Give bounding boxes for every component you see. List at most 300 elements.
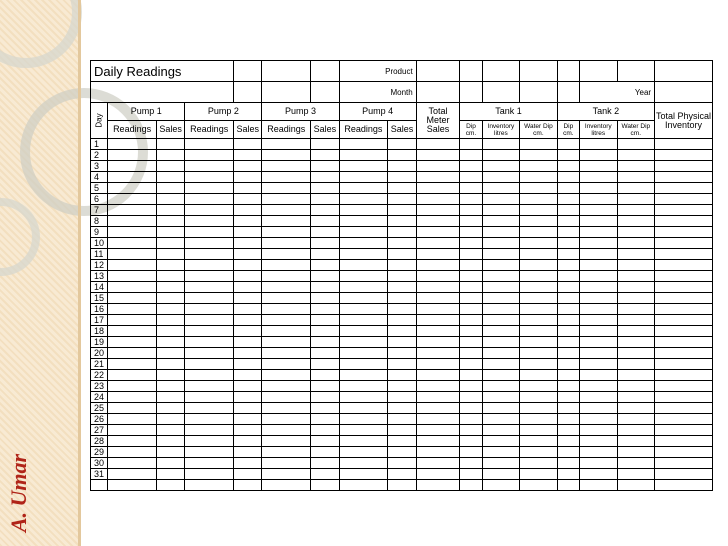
entry-cell[interactable]	[388, 249, 416, 260]
entry-cell[interactable]	[557, 304, 579, 315]
entry-cell[interactable]	[339, 293, 388, 304]
entry-cell[interactable]	[655, 139, 713, 150]
entry-cell[interactable]	[557, 238, 579, 249]
entry-cell[interactable]	[520, 183, 558, 194]
entry-cell[interactable]	[520, 315, 558, 326]
entry-cell[interactable]	[617, 458, 655, 469]
entry-cell[interactable]	[557, 414, 579, 425]
entry-cell[interactable]	[520, 469, 558, 480]
entry-cell[interactable]	[655, 436, 713, 447]
entry-cell[interactable]	[311, 172, 339, 183]
entry-cell[interactable]	[482, 370, 520, 381]
entry-cell[interactable]	[108, 249, 157, 260]
entry-cell[interactable]	[655, 381, 713, 392]
entry-cell[interactable]	[617, 260, 655, 271]
entry-cell[interactable]	[655, 238, 713, 249]
entry-cell[interactable]	[655, 447, 713, 458]
entry-cell[interactable]	[416, 436, 460, 447]
entry-cell[interactable]	[557, 249, 579, 260]
entry-cell[interactable]	[185, 326, 234, 337]
entry-cell[interactable]	[557, 381, 579, 392]
entry-cell[interactable]	[234, 381, 262, 392]
entry-cell[interactable]	[482, 205, 520, 216]
entry-cell[interactable]	[156, 403, 184, 414]
entry-cell[interactable]	[262, 238, 311, 249]
entry-cell[interactable]	[416, 282, 460, 293]
entry-cell[interactable]	[520, 392, 558, 403]
entry-cell[interactable]	[520, 205, 558, 216]
entry-cell[interactable]	[339, 458, 388, 469]
entry-cell[interactable]	[460, 381, 482, 392]
entry-cell[interactable]	[262, 447, 311, 458]
entry-cell[interactable]	[311, 139, 339, 150]
entry-cell[interactable]	[617, 315, 655, 326]
entry-cell[interactable]	[339, 326, 388, 337]
entry-cell[interactable]	[557, 403, 579, 414]
entry-cell[interactable]	[388, 304, 416, 315]
entry-cell[interactable]	[262, 370, 311, 381]
entry-cell[interactable]	[655, 249, 713, 260]
entry-cell[interactable]	[108, 172, 157, 183]
entry-cell[interactable]	[617, 172, 655, 183]
entry-cell[interactable]	[557, 216, 579, 227]
entry-cell[interactable]	[311, 337, 339, 348]
entry-cell[interactable]	[617, 370, 655, 381]
entry-cell[interactable]	[655, 271, 713, 282]
entry-cell[interactable]	[557, 150, 579, 161]
entry-cell[interactable]	[388, 293, 416, 304]
entry-cell[interactable]	[339, 304, 388, 315]
entry-cell[interactable]	[520, 348, 558, 359]
entry-cell[interactable]	[234, 271, 262, 282]
entry-cell[interactable]	[234, 194, 262, 205]
entry-cell[interactable]	[108, 458, 157, 469]
entry-cell[interactable]	[460, 216, 482, 227]
entry-cell[interactable]	[482, 348, 520, 359]
entry-cell[interactable]	[185, 469, 234, 480]
entry-cell[interactable]	[185, 359, 234, 370]
entry-cell[interactable]	[580, 139, 618, 150]
entry-cell[interactable]	[557, 392, 579, 403]
entry-cell[interactable]	[655, 172, 713, 183]
entry-cell[interactable]	[482, 436, 520, 447]
entry-cell[interactable]	[262, 304, 311, 315]
entry-cell[interactable]	[416, 392, 460, 403]
entry-cell[interactable]	[185, 337, 234, 348]
entry-cell[interactable]	[416, 315, 460, 326]
entry-cell[interactable]	[655, 392, 713, 403]
product-field[interactable]	[416, 61, 460, 82]
entry-cell[interactable]	[388, 194, 416, 205]
entry-cell[interactable]	[311, 293, 339, 304]
entry-cell[interactable]	[108, 293, 157, 304]
entry-cell[interactable]	[108, 205, 157, 216]
entry-cell[interactable]	[339, 227, 388, 238]
entry-cell[interactable]	[580, 326, 618, 337]
entry-cell[interactable]	[520, 304, 558, 315]
entry-cell[interactable]	[185, 293, 234, 304]
entry-cell[interactable]	[460, 150, 482, 161]
entry-cell[interactable]	[185, 216, 234, 227]
entry-cell[interactable]	[311, 381, 339, 392]
entry-cell[interactable]	[388, 348, 416, 359]
entry-cell[interactable]	[460, 469, 482, 480]
entry-cell[interactable]	[185, 139, 234, 150]
entry-cell[interactable]	[156, 205, 184, 216]
entry-cell[interactable]	[388, 359, 416, 370]
entry-cell[interactable]	[339, 238, 388, 249]
entry-cell[interactable]	[416, 480, 460, 491]
entry-cell[interactable]	[234, 447, 262, 458]
entry-cell[interactable]	[482, 414, 520, 425]
entry-cell[interactable]	[108, 480, 157, 491]
entry-cell[interactable]	[520, 337, 558, 348]
entry-cell[interactable]	[482, 227, 520, 238]
entry-cell[interactable]	[557, 315, 579, 326]
entry-cell[interactable]	[557, 293, 579, 304]
entry-cell[interactable]	[580, 315, 618, 326]
entry-cell[interactable]	[262, 205, 311, 216]
entry-cell[interactable]	[156, 392, 184, 403]
entry-cell[interactable]	[185, 249, 234, 260]
entry-cell[interactable]	[580, 260, 618, 271]
entry-cell[interactable]	[108, 337, 157, 348]
entry-cell[interactable]	[388, 326, 416, 337]
entry-cell[interactable]	[311, 392, 339, 403]
entry-cell[interactable]	[185, 392, 234, 403]
entry-cell[interactable]	[108, 271, 157, 282]
entry-cell[interactable]	[311, 458, 339, 469]
entry-cell[interactable]	[234, 370, 262, 381]
entry-cell[interactable]	[416, 304, 460, 315]
entry-cell[interactable]	[520, 282, 558, 293]
entry-cell[interactable]	[339, 381, 388, 392]
entry-cell[interactable]	[617, 227, 655, 238]
entry-cell[interactable]	[388, 381, 416, 392]
entry-cell[interactable]	[580, 381, 618, 392]
entry-cell[interactable]	[311, 480, 339, 491]
entry-cell[interactable]	[234, 183, 262, 194]
entry-cell[interactable]	[339, 150, 388, 161]
entry-cell[interactable]	[339, 139, 388, 150]
entry-cell[interactable]	[482, 447, 520, 458]
entry-cell[interactable]	[234, 414, 262, 425]
entry-cell[interactable]	[388, 414, 416, 425]
entry-cell[interactable]	[311, 403, 339, 414]
entry-cell[interactable]	[156, 293, 184, 304]
entry-cell[interactable]	[416, 425, 460, 436]
entry-cell[interactable]	[388, 183, 416, 194]
entry-cell[interactable]	[156, 172, 184, 183]
entry-cell[interactable]	[617, 359, 655, 370]
entry-cell[interactable]	[388, 216, 416, 227]
entry-cell[interactable]	[156, 216, 184, 227]
entry-cell[interactable]	[416, 326, 460, 337]
entry-cell[interactable]	[617, 348, 655, 359]
entry-cell[interactable]	[108, 414, 157, 425]
entry-cell[interactable]	[580, 183, 618, 194]
entry-cell[interactable]	[108, 326, 157, 337]
entry-cell[interactable]	[557, 370, 579, 381]
entry-cell[interactable]	[520, 447, 558, 458]
entry-cell[interactable]	[617, 436, 655, 447]
entry-cell[interactable]	[388, 480, 416, 491]
entry-cell[interactable]	[234, 161, 262, 172]
entry-cell[interactable]	[416, 447, 460, 458]
entry-cell[interactable]	[156, 194, 184, 205]
entry-cell[interactable]	[339, 216, 388, 227]
entry-cell[interactable]	[234, 260, 262, 271]
entry-cell[interactable]	[234, 293, 262, 304]
entry-cell[interactable]	[91, 480, 108, 491]
entry-cell[interactable]	[262, 216, 311, 227]
entry-cell[interactable]	[262, 414, 311, 425]
entry-cell[interactable]	[108, 469, 157, 480]
entry-cell[interactable]	[388, 447, 416, 458]
entry-cell[interactable]	[185, 425, 234, 436]
entry-cell[interactable]	[339, 414, 388, 425]
entry-cell[interactable]	[156, 326, 184, 337]
entry-cell[interactable]	[311, 326, 339, 337]
entry-cell[interactable]	[311, 271, 339, 282]
entry-cell[interactable]	[416, 249, 460, 260]
entry-cell[interactable]	[156, 227, 184, 238]
entry-cell[interactable]	[311, 370, 339, 381]
entry-cell[interactable]	[460, 238, 482, 249]
entry-cell[interactable]	[557, 161, 579, 172]
entry-cell[interactable]	[156, 304, 184, 315]
entry-cell[interactable]	[339, 337, 388, 348]
entry-cell[interactable]	[557, 469, 579, 480]
entry-cell[interactable]	[262, 293, 311, 304]
entry-cell[interactable]	[557, 260, 579, 271]
entry-cell[interactable]	[311, 315, 339, 326]
entry-cell[interactable]	[655, 337, 713, 348]
entry-cell[interactable]	[520, 381, 558, 392]
entry-cell[interactable]	[617, 282, 655, 293]
entry-cell[interactable]	[655, 150, 713, 161]
entry-cell[interactable]	[520, 425, 558, 436]
entry-cell[interactable]	[416, 139, 460, 150]
entry-cell[interactable]	[234, 348, 262, 359]
entry-cell[interactable]	[262, 139, 311, 150]
entry-cell[interactable]	[311, 414, 339, 425]
entry-cell[interactable]	[311, 348, 339, 359]
entry-cell[interactable]	[460, 293, 482, 304]
entry-cell[interactable]	[185, 447, 234, 458]
entry-cell[interactable]	[416, 161, 460, 172]
entry-cell[interactable]	[460, 282, 482, 293]
entry-cell[interactable]	[416, 370, 460, 381]
entry-cell[interactable]	[339, 249, 388, 260]
entry-cell[interactable]	[416, 260, 460, 271]
entry-cell[interactable]	[482, 469, 520, 480]
entry-cell[interactable]	[580, 370, 618, 381]
entry-cell[interactable]	[185, 161, 234, 172]
entry-cell[interactable]	[580, 348, 618, 359]
entry-cell[interactable]	[311, 282, 339, 293]
entry-cell[interactable]	[262, 436, 311, 447]
entry-cell[interactable]	[580, 447, 618, 458]
entry-cell[interactable]	[580, 403, 618, 414]
entry-cell[interactable]	[108, 392, 157, 403]
entry-cell[interactable]	[460, 392, 482, 403]
entry-cell[interactable]	[311, 238, 339, 249]
entry-cell[interactable]	[262, 183, 311, 194]
entry-cell[interactable]	[520, 403, 558, 414]
entry-cell[interactable]	[482, 304, 520, 315]
entry-cell[interactable]	[339, 403, 388, 414]
entry-cell[interactable]	[482, 282, 520, 293]
entry-cell[interactable]	[416, 216, 460, 227]
entry-cell[interactable]	[655, 183, 713, 194]
entry-cell[interactable]	[580, 161, 618, 172]
entry-cell[interactable]	[156, 139, 184, 150]
entry-cell[interactable]	[416, 293, 460, 304]
entry-cell[interactable]	[108, 216, 157, 227]
entry-cell[interactable]	[156, 271, 184, 282]
entry-cell[interactable]	[416, 337, 460, 348]
entry-cell[interactable]	[617, 238, 655, 249]
entry-cell[interactable]	[520, 238, 558, 249]
entry-cell[interactable]	[460, 260, 482, 271]
entry-cell[interactable]	[339, 425, 388, 436]
entry-cell[interactable]	[617, 150, 655, 161]
entry-cell[interactable]	[482, 425, 520, 436]
entry-cell[interactable]	[580, 425, 618, 436]
entry-cell[interactable]	[617, 194, 655, 205]
entry-cell[interactable]	[416, 227, 460, 238]
entry-cell[interactable]	[234, 172, 262, 183]
entry-cell[interactable]	[460, 359, 482, 370]
entry-cell[interactable]	[108, 260, 157, 271]
entry-cell[interactable]	[185, 260, 234, 271]
entry-cell[interactable]	[311, 425, 339, 436]
entry-cell[interactable]	[108, 150, 157, 161]
entry-cell[interactable]	[416, 348, 460, 359]
entry-cell[interactable]	[460, 183, 482, 194]
entry-cell[interactable]	[520, 458, 558, 469]
entry-cell[interactable]	[655, 194, 713, 205]
entry-cell[interactable]	[108, 370, 157, 381]
entry-cell[interactable]	[234, 315, 262, 326]
entry-cell[interactable]	[339, 469, 388, 480]
entry-cell[interactable]	[262, 249, 311, 260]
entry-cell[interactable]	[156, 381, 184, 392]
entry-cell[interactable]	[234, 403, 262, 414]
entry-cell[interactable]	[156, 260, 184, 271]
entry-cell[interactable]	[416, 403, 460, 414]
entry-cell[interactable]	[156, 238, 184, 249]
entry-cell[interactable]	[108, 161, 157, 172]
entry-cell[interactable]	[388, 436, 416, 447]
entry-cell[interactable]	[655, 260, 713, 271]
entry-cell[interactable]	[262, 359, 311, 370]
entry-cell[interactable]	[388, 370, 416, 381]
entry-cell[interactable]	[617, 425, 655, 436]
entry-cell[interactable]	[557, 348, 579, 359]
entry-cell[interactable]	[234, 304, 262, 315]
entry-cell[interactable]	[460, 480, 482, 491]
entry-cell[interactable]	[617, 293, 655, 304]
entry-cell[interactable]	[460, 326, 482, 337]
entry-cell[interactable]	[339, 370, 388, 381]
entry-cell[interactable]	[482, 161, 520, 172]
entry-cell[interactable]	[482, 359, 520, 370]
entry-cell[interactable]	[156, 150, 184, 161]
entry-cell[interactable]	[108, 381, 157, 392]
entry-cell[interactable]	[460, 447, 482, 458]
entry-cell[interactable]	[388, 238, 416, 249]
entry-cell[interactable]	[482, 172, 520, 183]
entry-cell[interactable]	[416, 414, 460, 425]
entry-cell[interactable]	[655, 227, 713, 238]
entry-cell[interactable]	[262, 271, 311, 282]
entry-cell[interactable]	[580, 293, 618, 304]
entry-cell[interactable]	[580, 469, 618, 480]
entry-cell[interactable]	[108, 447, 157, 458]
entry-cell[interactable]	[557, 480, 579, 491]
entry-cell[interactable]	[520, 293, 558, 304]
entry-cell[interactable]	[557, 194, 579, 205]
entry-cell[interactable]	[520, 172, 558, 183]
entry-cell[interactable]	[311, 150, 339, 161]
entry-cell[interactable]	[460, 414, 482, 425]
entry-cell[interactable]	[388, 337, 416, 348]
entry-cell[interactable]	[580, 150, 618, 161]
entry-cell[interactable]	[185, 381, 234, 392]
entry-cell[interactable]	[655, 205, 713, 216]
entry-cell[interactable]	[580, 436, 618, 447]
entry-cell[interactable]	[262, 227, 311, 238]
entry-cell[interactable]	[482, 458, 520, 469]
entry-cell[interactable]	[185, 315, 234, 326]
entry-cell[interactable]	[339, 359, 388, 370]
entry-cell[interactable]	[234, 337, 262, 348]
entry-cell[interactable]	[311, 183, 339, 194]
entry-cell[interactable]	[234, 458, 262, 469]
entry-cell[interactable]	[234, 150, 262, 161]
entry-cell[interactable]	[311, 447, 339, 458]
entry-cell[interactable]	[520, 139, 558, 150]
entry-cell[interactable]	[617, 447, 655, 458]
entry-cell[interactable]	[520, 370, 558, 381]
entry-cell[interactable]	[234, 282, 262, 293]
entry-cell[interactable]	[185, 458, 234, 469]
entry-cell[interactable]	[185, 172, 234, 183]
entry-cell[interactable]	[185, 370, 234, 381]
entry-cell[interactable]	[482, 150, 520, 161]
entry-cell[interactable]	[416, 205, 460, 216]
entry-cell[interactable]	[580, 282, 618, 293]
entry-cell[interactable]	[339, 315, 388, 326]
entry-cell[interactable]	[185, 271, 234, 282]
entry-cell[interactable]	[311, 227, 339, 238]
entry-cell[interactable]	[617, 381, 655, 392]
entry-cell[interactable]	[234, 139, 262, 150]
entry-cell[interactable]	[460, 304, 482, 315]
entry-cell[interactable]	[388, 172, 416, 183]
entry-cell[interactable]	[520, 271, 558, 282]
entry-cell[interactable]	[655, 282, 713, 293]
entry-cell[interactable]	[262, 381, 311, 392]
entry-cell[interactable]	[388, 282, 416, 293]
entry-cell[interactable]	[388, 227, 416, 238]
entry-cell[interactable]	[482, 337, 520, 348]
entry-cell[interactable]	[520, 480, 558, 491]
entry-cell[interactable]	[108, 183, 157, 194]
entry-cell[interactable]	[108, 282, 157, 293]
